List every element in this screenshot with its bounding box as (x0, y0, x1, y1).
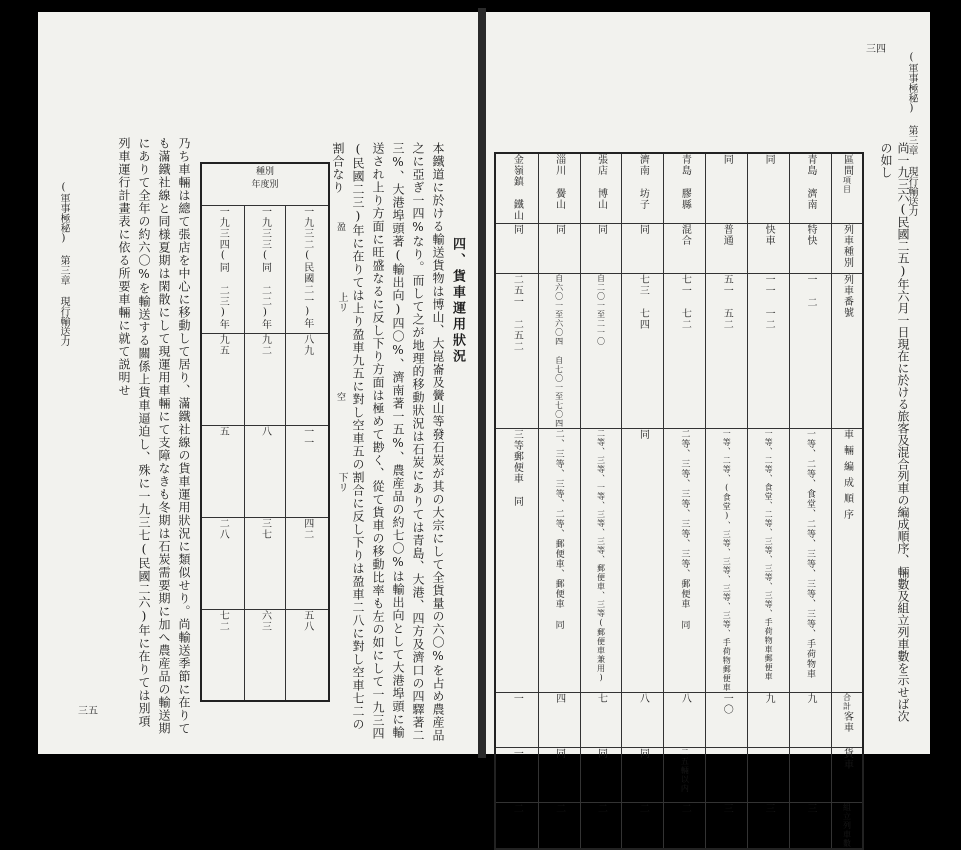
header-train-type: 列車種別 (841, 223, 853, 268)
year-row-3: 一九三四(同 二三)年 (217, 206, 229, 331)
row-train-type: 混合 (679, 223, 691, 246)
right-page-number: 三四 (866, 44, 886, 55)
row-freight: 一 (511, 747, 523, 759)
row-formation: 同 (637, 428, 649, 440)
value-down-empty-1: 五八 (301, 609, 313, 632)
row-formation: 一等、二等、(食堂)、三等、三等、三等、三等、手荷物郵便車 (722, 428, 732, 692)
up-full-cell (244, 333, 286, 425)
body-paragraph-2: 乃ち車輛は總て張店を中心に移動して居り、滿鐵社線の貨車運用狀況に類似せり。尚輸送季節に在りても滿鐵社線と同様夏期は閑散にして現運用車輛にて支障なきも冬期は石炭需要期に加へ農産品の輸送期にありて全年の約六〇%を輸送する關係上貨車逼迫し、殊に一九三七(民國二六)年に在りては別項列車運行計畫表に依る所要車輛に就て説明せ (117, 137, 191, 735)
value-up-full-3: 九五 (217, 333, 229, 356)
value-down-full-1: 四二 (301, 517, 313, 540)
row-section: 濟南 坊子 (637, 154, 649, 210)
row-train-type: 快車 (763, 223, 775, 246)
row-train-no: 自六〇一至六〇四 自七〇一至七〇四 (554, 273, 564, 428)
up-full-cell (201, 333, 244, 425)
header-section: 區間 (841, 154, 853, 176)
row-freight: 同 (553, 747, 565, 759)
row-freight: 同 (637, 747, 649, 759)
row-section: 淄川 黌山 (553, 154, 565, 210)
row-formation: 一等、二等、食堂、二等、三等、三等、三等、手荷物車郵便車 (764, 428, 774, 681)
row-passenger: 八 (679, 692, 691, 704)
row-passenger: 八 (637, 692, 649, 704)
down-empty-cell (201, 609, 244, 701)
value-up-empty-1: 一一 (301, 425, 313, 448)
header-train-no: 列車番號 (841, 273, 853, 318)
train-formation-table (494, 152, 864, 850)
header-freight: 貨車 (841, 747, 853, 770)
down-empty-cell (244, 609, 286, 701)
row-formation: 二等、三等、三等、三等、三等、郵便車 同 (679, 428, 690, 630)
corner-type-label: 種別 (255, 167, 274, 177)
row-formation: 三等郵便車 同 (511, 428, 523, 507)
row-passenger: 一〇 (721, 692, 733, 715)
row-train-type: 同 (637, 223, 649, 235)
left-page-header: (軍事極秘) 第三章 現行輸送力 (58, 182, 69, 346)
row-section: 金嶺鎮 鐵山 (511, 154, 523, 221)
year-row-1: 一九三二(民國二一)年 (301, 206, 313, 330)
row-formation: 二、三等、三等、二等、郵便車、郵便車 同 (553, 428, 564, 630)
year-cell (244, 206, 286, 334)
row-sets: 二 (679, 802, 691, 814)
value-down-empty-3: 七二 (217, 609, 229, 632)
row-sets: 三 (805, 802, 817, 814)
row-section: 青島 濟南 (805, 154, 817, 210)
row-passenger: 九 (763, 692, 775, 704)
row-sets: 二 (595, 802, 607, 814)
row-sets: 二 (637, 802, 649, 814)
row-train-no: 二五一 二五二 (511, 273, 523, 352)
section-title: 四、貨車運用狀況 (450, 237, 465, 365)
value-down-empty-2: 六三 (259, 609, 271, 632)
row-passenger: 九 (805, 692, 817, 704)
row-train-type: 普通 (721, 223, 733, 246)
row-train-no: 七三 七四 (637, 273, 649, 330)
value-up-full-2: 九二 (259, 333, 271, 356)
col-empty-label: 空 (335, 392, 345, 401)
row-section: 同 (763, 154, 775, 165)
row-section: 張店 博山 (595, 154, 607, 210)
year-cell (201, 206, 244, 334)
value-up-empty-3: 五 (217, 425, 229, 437)
left-page (38, 12, 478, 754)
group-down-label: 下リ (336, 472, 347, 492)
down-full-cell (244, 517, 286, 609)
header-formation: 車輛編成順序 (841, 428, 853, 525)
header-item: 項目 (842, 176, 852, 194)
row-train-type: 特快 (805, 223, 817, 246)
row-freight: 同 (595, 747, 607, 759)
year-cell (286, 206, 329, 334)
header-total: 合計 (842, 692, 852, 711)
group-up-label: 上リ (336, 292, 347, 312)
down-empty-cell (286, 609, 329, 701)
value-up-full-1: 八九 (301, 333, 313, 356)
up-full-cell (286, 333, 329, 425)
up-empty-cell (286, 425, 329, 517)
table-corner (201, 163, 329, 206)
down-full-cell (201, 517, 244, 609)
row-train-type: 同 (595, 223, 607, 235)
row-formation: 二等、三等、一等、三等、三等、郵便車、三等(郵便車兼用) (596, 428, 606, 683)
value-down-full-3: 二八 (217, 517, 229, 540)
row-sets: 二 (553, 802, 565, 814)
col-full-label: 盈 (335, 222, 345, 231)
row-passenger: 四 (553, 692, 565, 704)
intro-text: 尚一九三六(民國二五)年六月一日現在に於ける旅客及混合列車の編成順序、輛數及組立列車數を示せば次の如し (879, 142, 910, 722)
row-train-no: 五一 五二 (721, 273, 733, 330)
row-train-type: 同 (511, 223, 523, 235)
row-train-no: 一一 一二 (763, 273, 775, 330)
row-train-no: 自二〇一至二一〇 (596, 273, 606, 346)
row-sets: 三 (721, 802, 733, 814)
row-train-no: 一 二 (805, 273, 817, 308)
row-freight: 二五輛以内 (680, 747, 690, 793)
left-page-number: 三五 (78, 706, 98, 717)
row-passenger: 一 (511, 692, 523, 704)
row-section: 青島 膠縣 (679, 154, 691, 210)
row-passenger: 七 (595, 692, 607, 704)
row-section: 同 (721, 154, 733, 165)
corner-year-label: 年度別 (251, 180, 279, 190)
header-sets: 組立列車數 (842, 802, 852, 848)
year-row-2: 一九三三(同 二二)年 (259, 206, 271, 331)
header-passenger: 客車 (841, 710, 853, 733)
row-train-no: 七一 七二 (679, 273, 691, 330)
freight-ratio-table (200, 162, 330, 702)
value-up-empty-2: 八 (259, 425, 271, 437)
row-train-type: 同 (553, 223, 565, 235)
row-formation: 一等、二等、食堂、二等、三等、三等、三等、手荷物車 (805, 428, 816, 679)
right-page-header: (軍事極秘) 第三章 現行輸送力 (906, 52, 917, 216)
book-spine (478, 8, 486, 758)
row-sets: 三 (763, 802, 775, 814)
up-empty-cell (244, 425, 286, 517)
right-page (486, 12, 930, 848)
row-sets: 二 (511, 802, 523, 814)
down-full-cell (286, 517, 329, 609)
body-paragraph-1: 本鐵道に於ける輸送貨物は博山、大崑崙及黌山等發石炭が其の大宗にして全貨量の六〇%を占め農産品之に亞ぎ一四%なり。而して之が地理的移動狀況は石炭にありては青島、大港、四方及濟口の四驛著二三%、大港埠頭著(輸出向)四〇%、濟南著一五%、農産品の約七〇%は輸出向として大港埠頭に輸送され上り方面に旺盛なるに反し下り方面は極めて尠く、從て貨車の移動比率も左の如にして一九三四(民國二三)年に在りては上り盈車九五に對し空車五の割合に反し下りは盈車二八に對し空車七二の割合なり (331, 142, 445, 742)
value-down-full-2: 三七 (259, 517, 271, 540)
up-empty-cell (201, 425, 244, 517)
